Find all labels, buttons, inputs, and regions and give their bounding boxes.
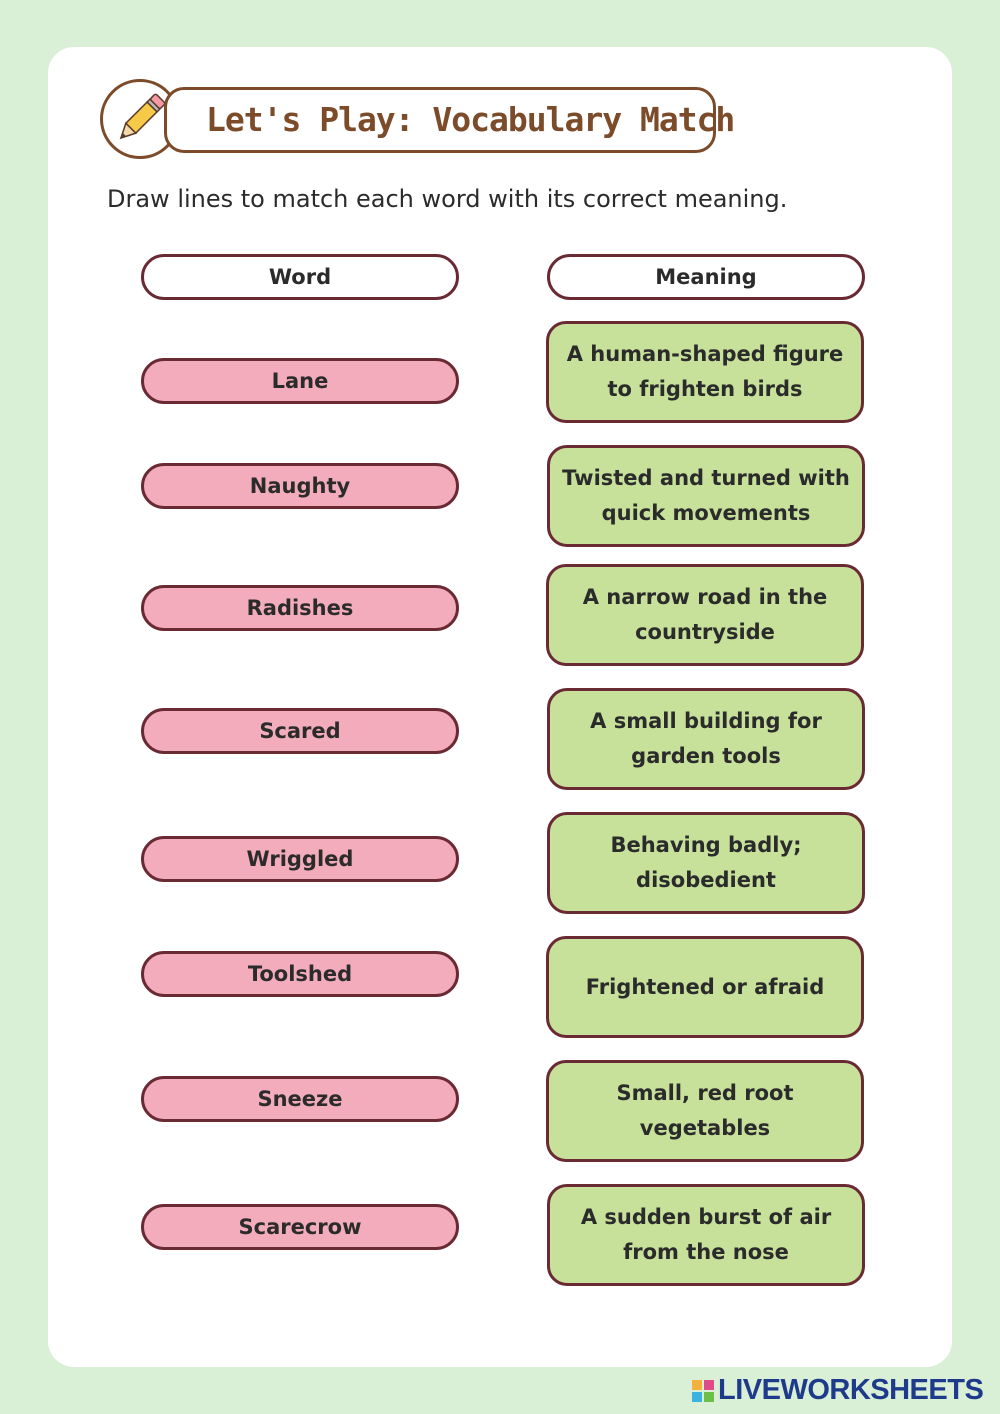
word-item[interactable]: Wriggled bbox=[141, 836, 459, 882]
word-item[interactable]: Scarecrow bbox=[141, 1204, 459, 1250]
word-item[interactable]: Naughty bbox=[141, 463, 459, 509]
pencil-icon bbox=[109, 88, 171, 150]
word-item[interactable]: Scared bbox=[141, 708, 459, 754]
logo-mark-icon bbox=[692, 1380, 714, 1402]
meaning-column-header: Meaning bbox=[547, 254, 865, 300]
word-item[interactable]: Sneeze bbox=[141, 1076, 459, 1122]
meaning-item[interactable]: Small, red root vegetables bbox=[546, 1060, 864, 1162]
liveworksheets-logo[interactable] bbox=[692, 1374, 983, 1407]
word-item[interactable]: Toolshed bbox=[141, 951, 459, 997]
meaning-item[interactable]: Twisted and turned with quick movements bbox=[547, 445, 865, 547]
meaning-item[interactable]: A human-shaped figure to frighten birds bbox=[546, 321, 864, 423]
word-item[interactable]: Lane bbox=[141, 358, 459, 404]
instruction-text: Draw lines to match each word with its correct meaning. bbox=[107, 185, 788, 213]
logo-text: LIVEWORKSHEETS bbox=[718, 1374, 984, 1406]
meaning-item[interactable]: A sudden burst of air from the nose bbox=[547, 1184, 865, 1286]
page-title: Let's Play: Vocabulary Match bbox=[206, 100, 735, 139]
meaning-item[interactable]: Frightened or afraid bbox=[546, 936, 864, 1038]
meaning-item[interactable]: Behaving badly; disobedient bbox=[547, 812, 865, 914]
meaning-item[interactable]: A narrow road in the countryside bbox=[546, 564, 864, 666]
meaning-item[interactable]: A small building for garden tools bbox=[547, 688, 865, 790]
word-column-header: Word bbox=[141, 254, 459, 300]
word-item[interactable]: Radishes bbox=[141, 585, 459, 631]
